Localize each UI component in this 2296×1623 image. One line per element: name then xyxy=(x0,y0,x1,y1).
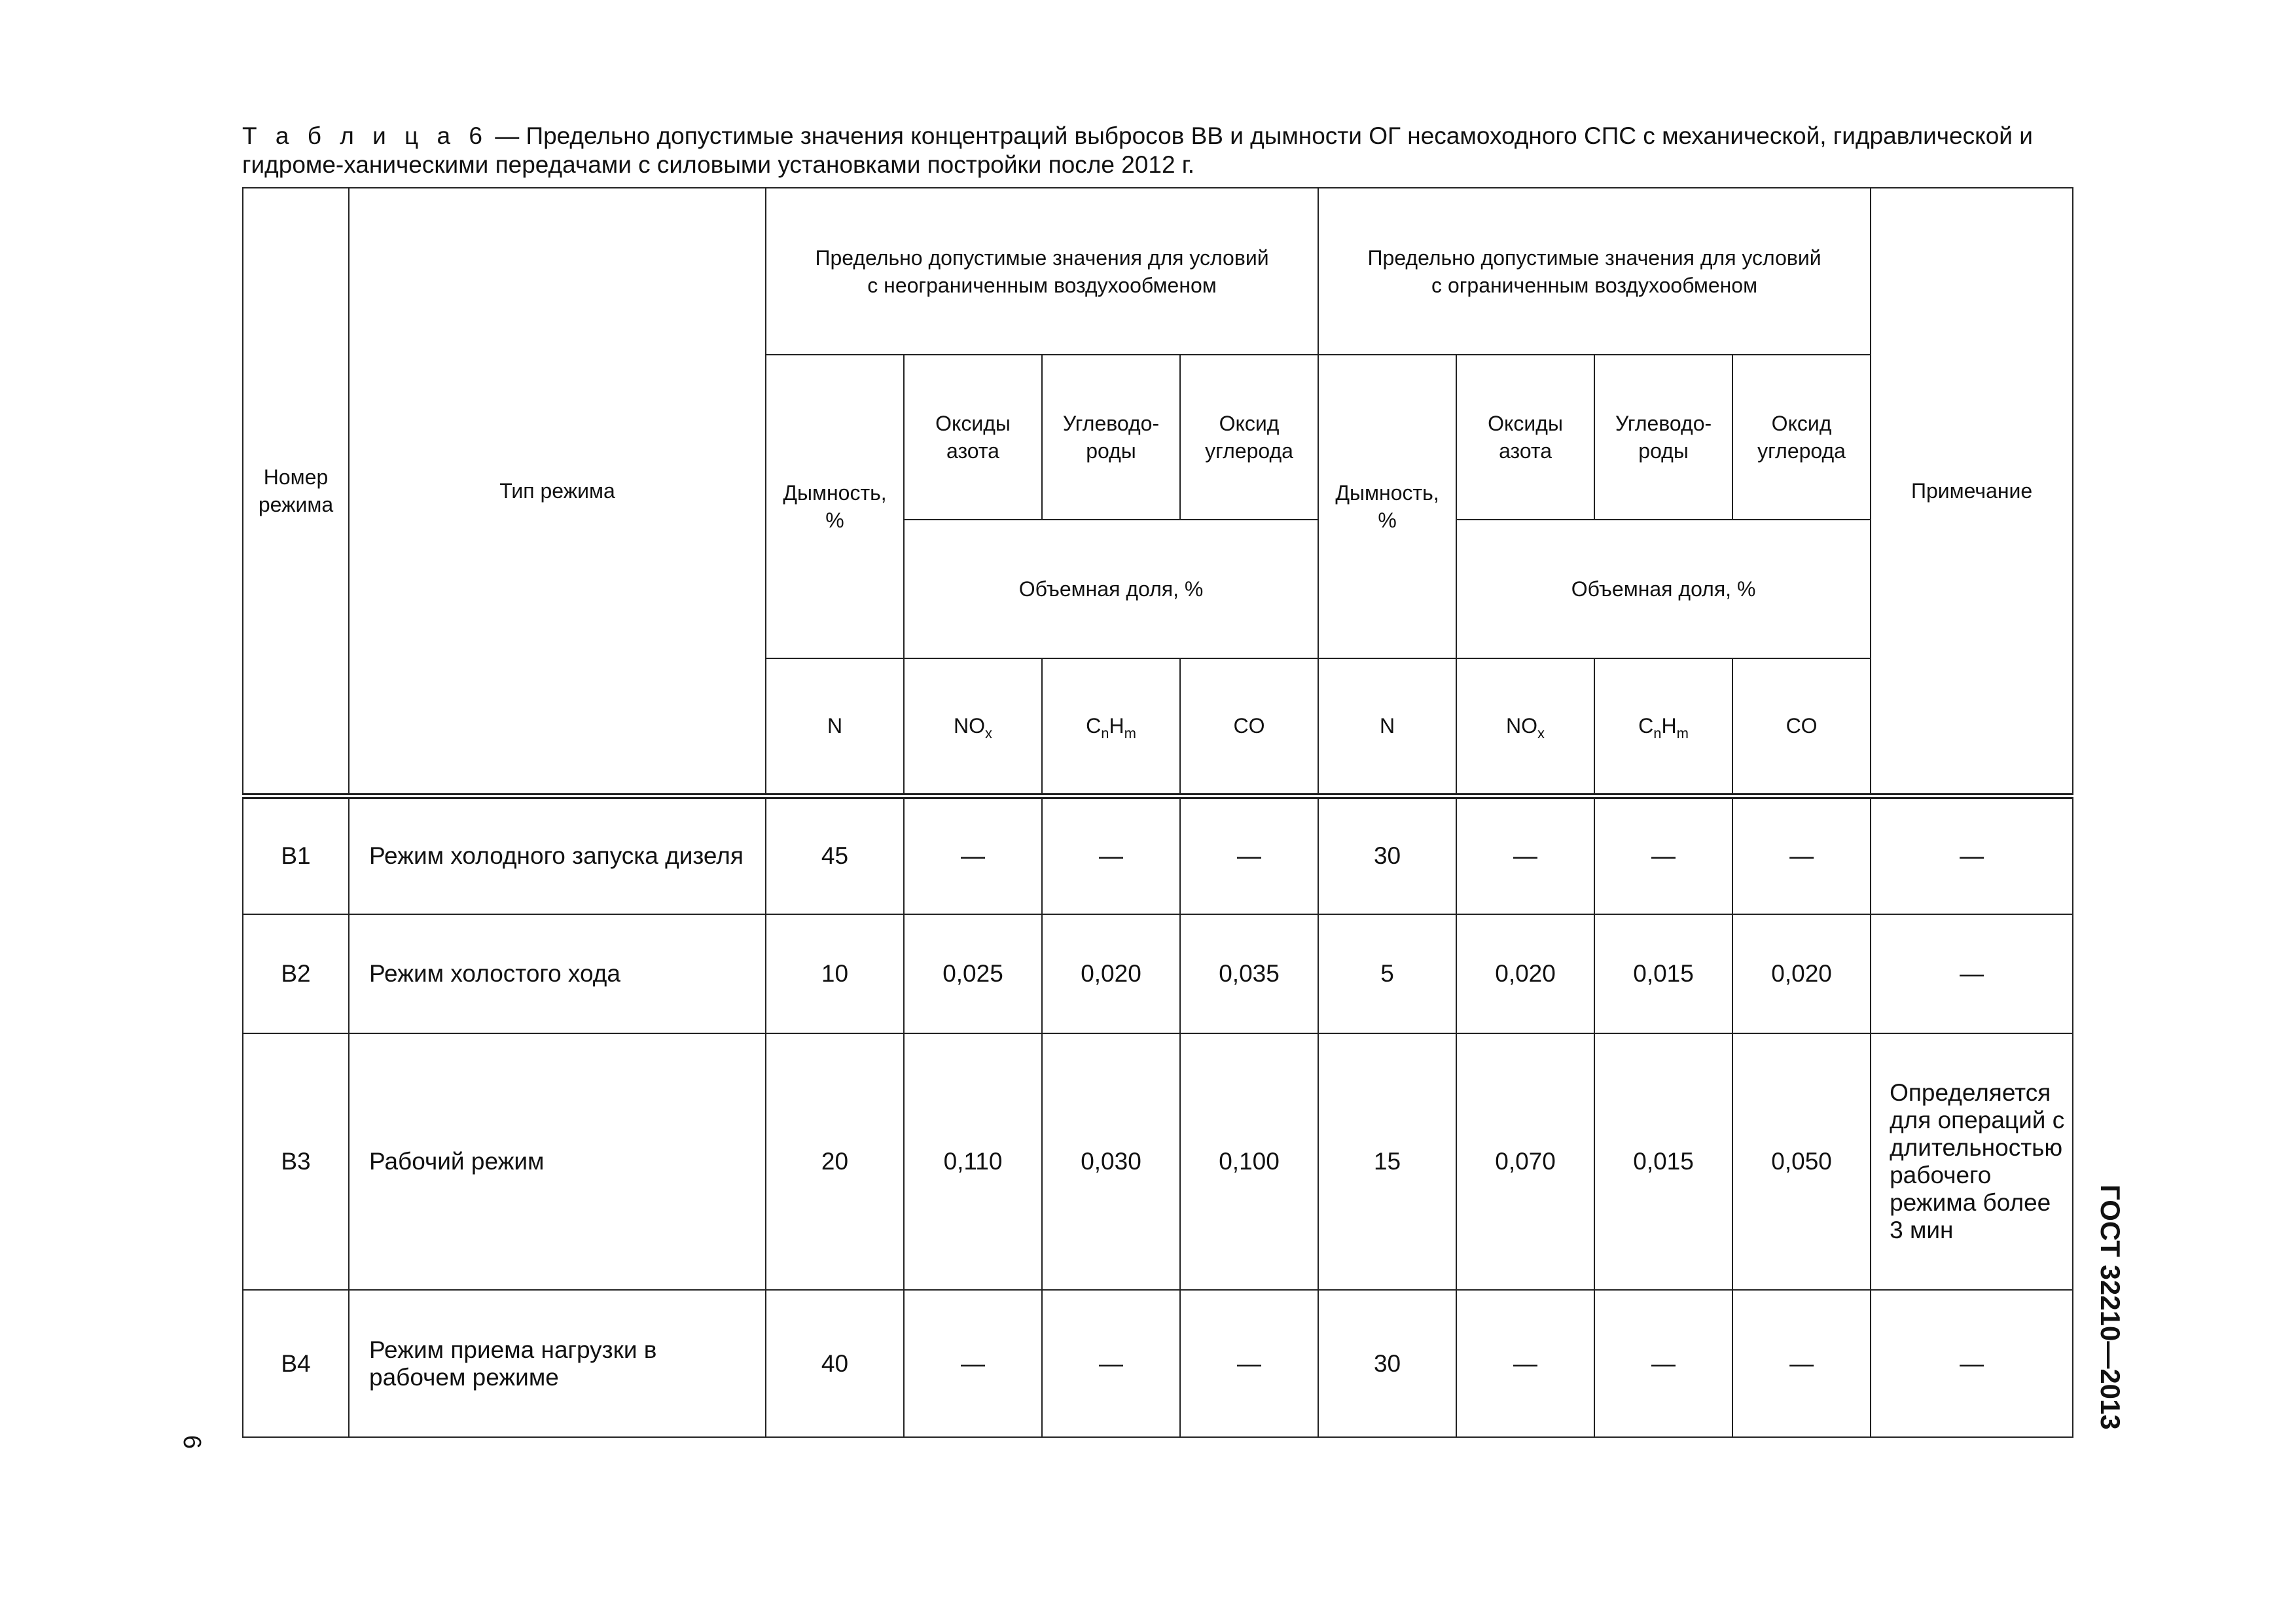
cell-smoke-unlimited: 20 xyxy=(766,1033,904,1290)
header-nox-limited: Оксиды азота xyxy=(1456,355,1594,520)
cell-smoke-unlimited: 45 xyxy=(766,796,904,914)
cell-co-limited: — xyxy=(1732,796,1871,914)
cell-mode-type: Режим холостого хода xyxy=(349,914,766,1033)
table-row xyxy=(243,1033,2073,1290)
table-label: Т а б л и ц а 6 xyxy=(242,122,488,149)
cell-mode-number: В2 xyxy=(243,914,349,1033)
cell-mode-number: В1 xyxy=(243,796,349,914)
cell-smoke-unlimited: 10 xyxy=(766,914,904,1033)
emissions-table xyxy=(242,187,2073,1438)
cell-nox-limited: — xyxy=(1456,1290,1594,1437)
header-volume-limited: Объемная доля, % xyxy=(1456,520,1871,658)
symbol-hc-unlimited: $C_nH_m$ xyxy=(1042,658,1180,796)
cell-hc-unlimited: 0,030 xyxy=(1042,1033,1180,1290)
header-group-limited: Предельно допустимые значения для условий с ограниченным воздухообменом xyxy=(1318,188,1871,355)
table-row xyxy=(243,914,2073,1033)
cell-mode-number: В3 xyxy=(243,1033,349,1290)
header-smoke-unlimited: Дымность, % xyxy=(766,355,904,658)
cell-co-unlimited: 0,035 xyxy=(1180,914,1318,1033)
header-row-1 xyxy=(243,188,2073,355)
symbol-nox-unlimited: $NO_x$ xyxy=(904,658,1042,796)
cell-co-limited: — xyxy=(1732,1290,1871,1437)
table-caption xyxy=(242,122,2075,179)
symbol-n-unlimited: N xyxy=(766,658,904,796)
cell-hc-limited: 0,015 xyxy=(1594,1033,1732,1290)
cell-nox-unlimited: — xyxy=(904,1290,1042,1437)
header-hc-limited: Углеводо- роды xyxy=(1594,355,1732,520)
cell-nox-limited: — xyxy=(1456,796,1594,914)
cell-co-unlimited: — xyxy=(1180,1290,1318,1437)
cell-nox-unlimited: 0,025 xyxy=(904,914,1042,1033)
cell-smoke-limited: 30 xyxy=(1318,1290,1456,1437)
cell-note: — xyxy=(1871,796,2073,914)
cell-mode-type: Рабочий режим xyxy=(349,1033,766,1290)
header-smoke-limited: Дымность, % xyxy=(1318,355,1456,658)
header-mode-type: Тип режима xyxy=(349,188,766,796)
cell-hc-limited: — xyxy=(1594,796,1732,914)
header-group-unlimited: Предельно допустимые значения для условий с неограниченным воздухообменом xyxy=(766,188,1318,355)
header-co-unlimited: Оксид углерода xyxy=(1180,355,1318,520)
table-row xyxy=(243,1290,2073,1437)
header-co-limited: Оксид углерода xyxy=(1732,355,1871,520)
cell-smoke-limited: 30 xyxy=(1318,796,1456,914)
header-note: Примечание xyxy=(1871,188,2073,796)
symbol-co-unlimited: CO xyxy=(1180,658,1318,796)
cell-note: — xyxy=(1871,1290,2073,1437)
header-hc-unlimited: Углеводо- роды xyxy=(1042,355,1180,520)
cell-mode-type: Режим приема нагрузки в рабочем режиме xyxy=(349,1290,766,1437)
cell-note: — xyxy=(1871,914,2073,1033)
table-caption-text: — Предельно допустимые значения концентраций выбросов ВВ и дымности ОГ несамоходного СПС с механической, гидравлической и гидроме-ханическими передачами с силовыми установками постройки после 2012 г. xyxy=(242,122,2033,178)
symbol-n-limited: N xyxy=(1318,658,1456,796)
page-number: 6 xyxy=(178,1435,206,1450)
cell-hc-unlimited: — xyxy=(1042,796,1180,914)
cell-hc-limited: 0,015 xyxy=(1594,914,1732,1033)
cell-mode-type: Режим холодного запуска дизеля xyxy=(349,796,766,914)
cell-nox-unlimited: 0,110 xyxy=(904,1033,1042,1290)
cell-co-unlimited: — xyxy=(1180,796,1318,914)
cell-co-unlimited: 0,100 xyxy=(1180,1033,1318,1290)
header-volume-unlimited: Объемная доля, % xyxy=(904,520,1318,658)
symbol-nox-limited: $NO_x$ xyxy=(1456,658,1594,796)
cell-co-limited: 0,020 xyxy=(1732,914,1871,1033)
cell-mode-number: В4 xyxy=(243,1290,349,1437)
cell-nox-unlimited: — xyxy=(904,796,1042,914)
cell-hc-unlimited: 0,020 xyxy=(1042,914,1180,1033)
cell-smoke-unlimited: 40 xyxy=(766,1290,904,1437)
cell-nox-limited: 0,070 xyxy=(1456,1033,1594,1290)
cell-hc-unlimited: — xyxy=(1042,1290,1180,1437)
cell-nox-limited: 0,020 xyxy=(1456,914,1594,1033)
cell-smoke-limited: 5 xyxy=(1318,914,1456,1033)
symbol-hc-limited: $C_nH_m$ xyxy=(1594,658,1732,796)
cell-hc-limited: — xyxy=(1594,1290,1732,1437)
cell-smoke-limited: 15 xyxy=(1318,1033,1456,1290)
cell-note: Определяется для операций с длительностью рабочего режима более 3 мин xyxy=(1871,1033,2073,1290)
cell-co-limited: 0,050 xyxy=(1732,1033,1871,1290)
document-standard-title: ГОСТ 32210—2013 xyxy=(2095,1185,2126,1430)
header-nox-unlimited: Оксиды азота xyxy=(904,355,1042,520)
header-mode-number: Номер режима xyxy=(243,188,349,796)
table-row xyxy=(243,796,2073,914)
symbol-co-limited: CO xyxy=(1732,658,1871,796)
